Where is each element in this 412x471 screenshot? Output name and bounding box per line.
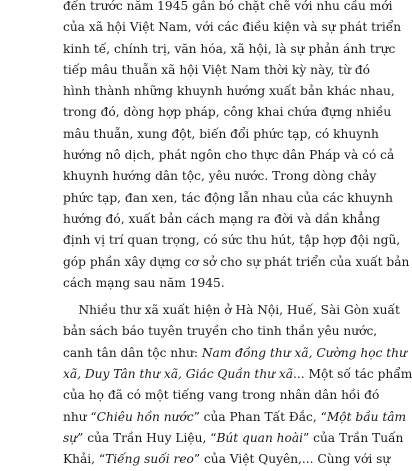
text-line: định vị trí quan trọng, có sức thu hút, tập hợp đội ngũ, <box>63 233 401 248</box>
text-run: Khải, “ <box>63 452 106 467</box>
paragraph-2 <box>63 300 412 470</box>
text-line: khuynh hướng dân tộc, yêu nước. Trong dòng chảy <box>63 169 377 184</box>
body-text <box>63 0 412 471</box>
text-line: hướng đó, xuất bản cách mạng ra đời và dần khẳng <box>63 211 381 226</box>
text-line <box>63 449 391 470</box>
text-line: trong đó, dòng hợp pháp, công khai chứa đựng nhiều <box>63 105 392 120</box>
italic-title: Nam đồng thư xã, Cường học thư <box>201 345 407 360</box>
text-line <box>63 385 380 406</box>
text-line: mâu thuẫn, xung đột, biến đổi phức tạp, có khuynh <box>63 126 379 141</box>
text-run: canh tân dân tộc như: <box>63 345 202 360</box>
italic-title: Một bầu tâm <box>326 409 407 424</box>
text-line: góp phần xây dựng cơ sở cho sự phát triển của xuất bản <box>63 254 410 269</box>
text-line: hướng nô dịch, phát ngôn cho thực dân Pháp và có cả <box>63 148 395 163</box>
text-line: đến trước năm 1945 gắn bó chặt chẽ với nhu cầu mới <box>63 0 393 13</box>
text-line: phức tạp, đan xen, tác động lẫn nhau của các khuynh <box>63 190 393 205</box>
text-run: ” của Trần Huy Liệu, “ <box>77 430 217 445</box>
italic-title: Chiêu hồn nước <box>96 409 194 424</box>
text-run: ” của Trần Tuấn <box>303 430 404 445</box>
text-line: kinh tế, chính trị, văn hóa, xã hội, là sự phản ánh trực <box>63 41 396 56</box>
italic-title: sự <box>63 430 78 445</box>
text-line: hình thành những khuynh hướng xuất bản khác nhau, <box>63 84 395 99</box>
text-line: của xã hội Việt Nam, với các điều kiện và sự phát triển <box>63 20 402 35</box>
text-run: ... Một số tác phẩm <box>293 367 412 382</box>
text-line <box>63 300 400 321</box>
text-run: ” của Phan Tất Đắc, “ <box>193 409 327 424</box>
paragraph-1 <box>63 0 410 294</box>
text-line <box>63 321 378 342</box>
text-line <box>63 407 407 428</box>
text-run: Nhiều thư xã xuất hiện ở Hà Nội, Huế, Sài Gòn xuất <box>63 303 400 318</box>
text-run: bản sách báo tuyên truyền cho tinh thần yêu nước, <box>63 324 378 339</box>
text-line: tiếp mâu thuẫn xã hội Việt Nam thời kỳ này, từ đó <box>63 62 370 77</box>
text-run: của họ đã có một tiếng vang trong nhân dân hồi đó <box>63 388 380 403</box>
italic-title: xã, Duy Tân thư xã, Giác Quần thư xã <box>63 367 294 382</box>
text-line <box>63 428 404 449</box>
italic-title: Tiếng suối reo <box>105 452 194 467</box>
text-run: như “ <box>63 409 97 424</box>
italic-title: Bút quan hoài <box>216 430 304 445</box>
text-line <box>63 343 407 364</box>
text-run: ” của Việt Quyên,... Cùng với sự <box>193 452 391 467</box>
text-line: cách mạng sau năm 1945. <box>63 275 225 290</box>
text-line <box>63 364 412 385</box>
